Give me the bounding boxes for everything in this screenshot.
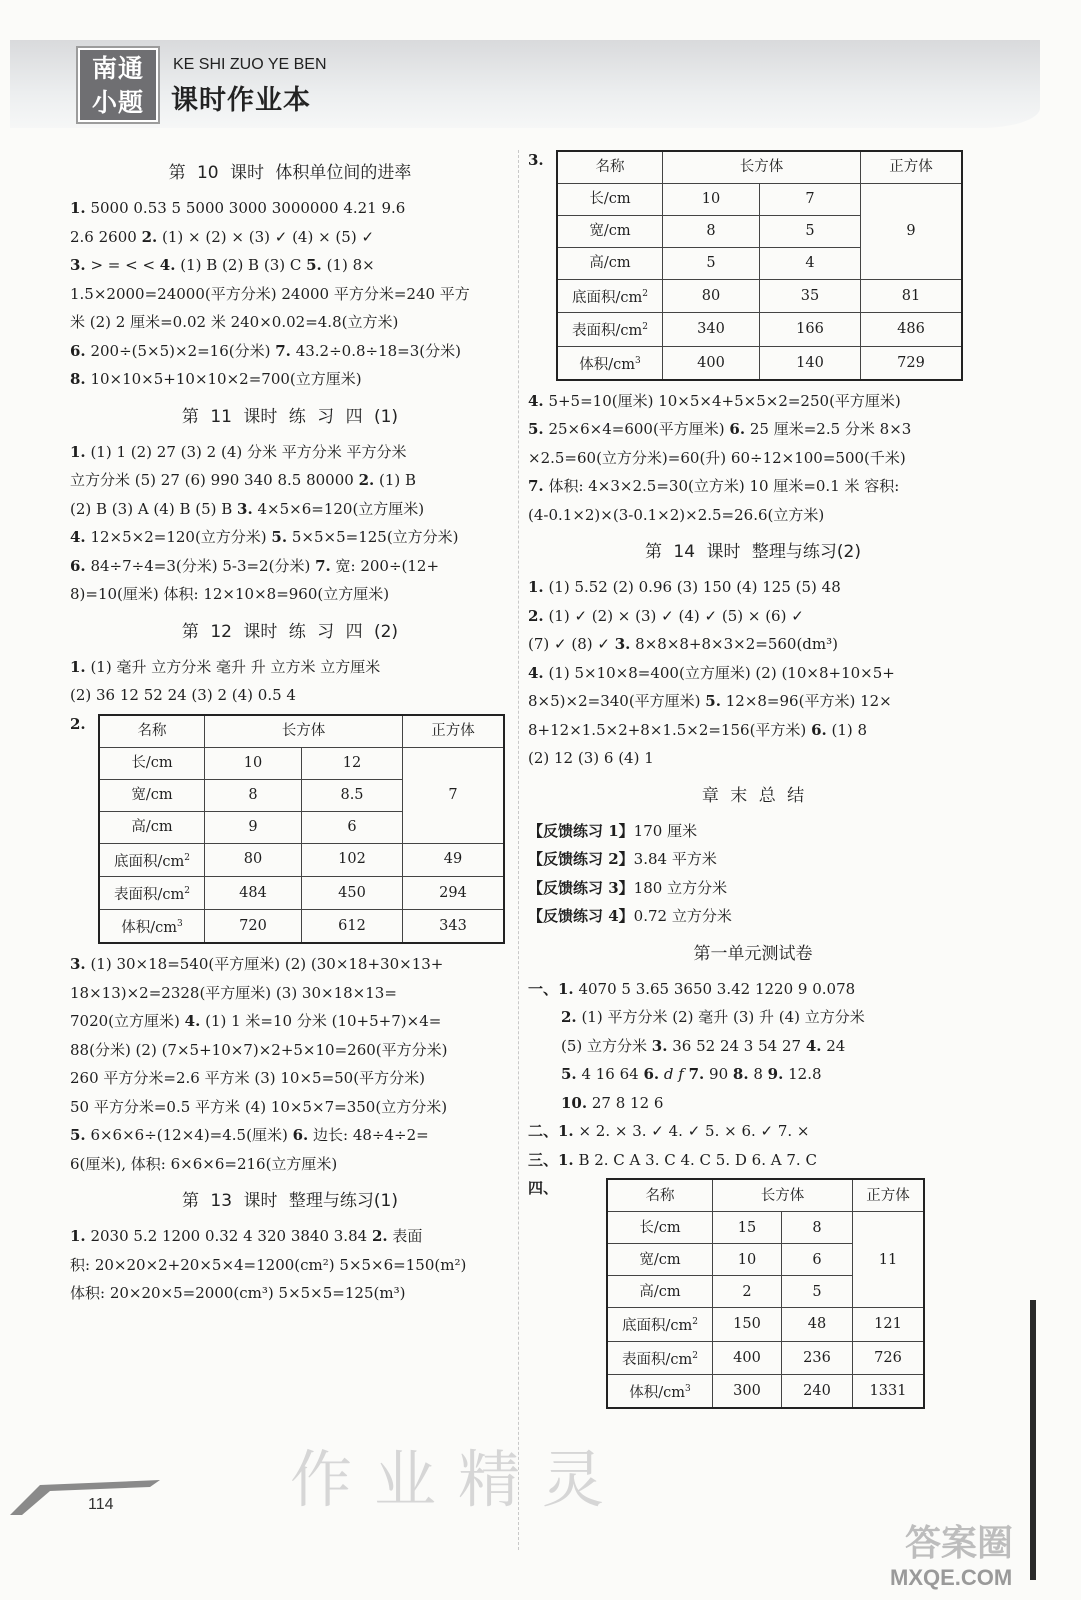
answer-line: 5. 25×6×4=600(平方厘米) 6. 25 厘米=2.5 分米 8×3	[528, 420, 912, 439]
table-row	[557, 280, 962, 313]
table-header: 正方体	[853, 1179, 925, 1212]
table-cell: 166	[760, 313, 861, 346]
table-cell: 体积$/cm^3$	[607, 1375, 713, 1409]
table-cell: 300	[713, 1375, 782, 1409]
column-divider	[518, 150, 519, 1550]
table-cell: 12	[302, 747, 403, 779]
page-corner-decoration	[10, 1475, 160, 1515]
section-title-unit-test: 第一单元测试卷	[693, 943, 813, 964]
table-row	[557, 184, 962, 216]
table-cell: 底面积$/cm^2$	[607, 1308, 713, 1341]
table-row	[99, 876, 504, 909]
table-row	[607, 1179, 924, 1212]
table-cell: 150	[713, 1308, 782, 1341]
answer-table-wrap	[70, 714, 510, 945]
answer-line: 8. 10×10×5+10×10×2=700(立方厘米)	[70, 370, 362, 388]
answer-line: 三、1. B 2. C A 3. C 4. C 5. D 6. A 7. C	[528, 1150, 817, 1169]
answer-line: 1. (1) 毫升 立方分米 毫升 升 立方米 立方厘米	[70, 657, 381, 676]
answer-line: 6. 200÷(5×5)×2=16(分米) 7. 43.2÷0.8÷18=3(分米)	[70, 341, 461, 360]
watermark-text: 作业精灵	[290, 1443, 627, 1516]
table-cell: 4	[760, 248, 861, 280]
table-cell: 102	[302, 843, 403, 876]
binding-edge	[1030, 1300, 1036, 1580]
table-cell: 宽/cm	[607, 1244, 713, 1276]
answer-line: 50 平方分米=0.5 平方米 (4) 10×5×7=350(立方分米)	[70, 1097, 448, 1116]
table-cell: 长/cm	[607, 1212, 713, 1244]
answer-line: 1. (1) 1 (2) 27 (3) 2 (4) 分米 平方分米 平方分米	[70, 442, 407, 461]
answer-line: 体积: 20×20×5=2000(cm³) 5×5×5=125(m³)	[70, 1284, 406, 1303]
table-header: 名称	[557, 151, 663, 184]
table-number: 2.	[70, 714, 86, 733]
table-cell: 15	[713, 1212, 782, 1244]
answer-line: 2. (1) ✓ (2) × (3) ✓ (4) ✓ (5) × (6) ✓	[528, 606, 804, 625]
table-cell: 10	[663, 184, 760, 216]
table-cell: 宽/cm	[99, 779, 205, 811]
answer-table-wrap	[528, 150, 978, 381]
table-cell: 高/cm	[557, 248, 663, 280]
answer-line: 1. 5000 0.53 5 5000 3000 3000000 4.21 9.6	[70, 199, 406, 217]
table-cell: 表面积$/cm^2$	[99, 876, 205, 909]
answer-line: (2) B (3) A (4) B (5) B 3. 4×5×6=120(立方厘米)	[70, 499, 425, 518]
table-cell: 48	[782, 1308, 853, 1341]
table-cell: 484	[205, 876, 302, 909]
table-cell: 8	[205, 779, 302, 811]
table-row	[557, 346, 962, 380]
table-cell: 400	[713, 1341, 782, 1374]
table-cell: 宽/cm	[557, 216, 663, 248]
logo-top-text: 南通	[91, 54, 144, 83]
table-cell: 5	[663, 248, 760, 280]
table-cell: 体积$/cm^3$	[557, 346, 663, 380]
section-title-14: 第 14 课时 整理与练习(2)	[645, 542, 861, 563]
answer-table-13-3	[556, 150, 963, 381]
table-row	[99, 715, 504, 748]
feedback-item: 【反馈练习 3】180 立方分米	[528, 878, 728, 897]
table-cell: 140	[760, 346, 861, 380]
table-header: 长方体	[205, 715, 403, 748]
answer-line: (2) 12 (3) 6 (4) 1	[528, 749, 654, 768]
answer-line: 10. 27 8 12 6	[561, 1093, 664, 1112]
series-logo	[78, 48, 158, 122]
answer-line: 8+12×1.5×2+8×1.5×2=156(平方米) 6. (1) 8	[528, 720, 868, 739]
page-header	[10, 40, 1040, 128]
table-cell: 49	[403, 843, 505, 876]
table-cell: 720	[205, 910, 302, 944]
feedback-item: 【反馈练习 4】0.72 立方分米	[528, 907, 732, 926]
table-cell: 726	[853, 1341, 925, 1374]
answer-line: 二、1. × 2. × 3. ✓ 4. ✓ 5. × 6. ✓ 7. ×	[528, 1122, 810, 1141]
answer-line: 18×13)×2=2328(平方厘米) (3) 30×18×13=	[70, 983, 397, 1002]
table-cell: 343	[403, 910, 505, 944]
table-cell: 表面积$/cm^2$	[607, 1341, 713, 1374]
table-cell: 340	[663, 313, 760, 346]
table-row	[99, 910, 504, 944]
table-cell: 长/cm	[557, 184, 663, 216]
table-cell: 高/cm	[607, 1276, 713, 1308]
answer-line: 3. > = < < 4. (1) B (2) B (3) C 5. (1) 8×	[70, 256, 375, 274]
answer-line: 米 (2) 2 厘米=0.02 米 240×0.02=4.8(立方米)	[70, 313, 399, 331]
answer-table-wrap	[528, 1178, 978, 1409]
table-cell: 6	[782, 1244, 853, 1276]
table-cell: 486	[861, 313, 963, 346]
page-number: 114	[88, 1496, 114, 1513]
table-cell: 高/cm	[99, 811, 205, 843]
table-row	[607, 1375, 924, 1409]
answer-line: 2. (1) 平方分米 (2) 毫升 (3) 升 (4) 立方分米	[561, 1008, 865, 1027]
answer-line: 4. 12×5×2=120(立方分米) 5. 5×5×5=125(立方分米)	[70, 528, 459, 546]
table-cell: 8	[782, 1212, 853, 1244]
table-cell: 体积$/cm^3$	[99, 910, 205, 944]
table-cell: 底面积$/cm^2$	[557, 280, 663, 313]
answer-line: (4-0.1×2)×(3-0.1×2)×2.5=26.6(立方米)	[528, 505, 825, 524]
table-cell: 236	[782, 1341, 853, 1374]
answer-line: 1. (1) 5.52 (2) 0.96 (3) 150 (4) 125 (5) 48	[528, 578, 841, 597]
table-row	[99, 747, 504, 779]
table-header: 名称	[99, 715, 205, 748]
answer-line: 5. 4 16 64 6. d f 7. 90 8. 8 9. 12.8	[561, 1065, 822, 1084]
answer-line: 5. 6×6×6÷(12×4)=4.5(厘米) 6. 边长: 48÷4÷2=	[70, 1126, 429, 1145]
table-cell: 5	[760, 216, 861, 248]
section-title-12: 第 12 课时 练 习 四 (2)	[181, 621, 399, 642]
table-header: 正方体	[861, 151, 963, 184]
answer-line: (5) 立方分米 3. 36 52 24 3 54 27 4. 24	[561, 1036, 846, 1055]
table-row	[607, 1308, 924, 1341]
table-cell: 121	[853, 1308, 925, 1341]
answer-line: 8)=10(厘米) 体积: 12×10×8=960(立方厘米)	[70, 585, 390, 603]
table-cell: 9	[205, 811, 302, 843]
answer-line: 6. 84÷7÷4=3(分米) 5-3=2(分米) 7. 宽: 200÷(12+	[70, 556, 440, 575]
section-title-11: 第 11 课时 练 习 四 (1)	[181, 406, 399, 427]
answer-line: 7020(立方厘米) 4. (1) 1 米=10 分米 (10+5+7)×4=	[70, 1012, 442, 1031]
table-cell: 7	[403, 747, 505, 843]
table-cell: 8.5	[302, 779, 403, 811]
table-header: 正方体	[403, 715, 505, 748]
table-cell: 11	[853, 1212, 925, 1308]
table-cell: 2	[713, 1276, 782, 1308]
table-cell: 35	[760, 280, 861, 313]
corner-logo-url: MXQE.COM	[890, 1565, 1013, 1590]
answer-line: 1.5×2000=24000(平方分米) 24000 平方分米=240 平方	[70, 284, 470, 303]
section-title-10: 第 10 课时 体积单位间的进率	[168, 163, 412, 183]
section-title-summary: 章 末 总 结	[701, 785, 805, 806]
table-cell: 80	[205, 843, 302, 876]
corner-logo-text: 答案圈	[905, 1523, 1014, 1564]
feedback-item: 【反馈练习 2】3.84 平方米	[528, 850, 717, 869]
table-cell: 底面积$/cm^2$	[99, 843, 205, 876]
table-row	[557, 151, 962, 184]
answer-line: 立方分米 (5) 27 (6) 990 340 8.5 80000 2. (1) B	[70, 471, 417, 489]
table-header: 长方体	[713, 1179, 853, 1212]
table-cell: 294	[403, 876, 505, 909]
answer-line: 2.6 2600 2. (1) × (2) × (3) ✓ (4) × (5) ✓	[70, 227, 375, 246]
table-cell: 612	[302, 910, 403, 944]
answer-line: 积: 20×20×2+20×5×4=1200(cm²) 5×5×6=150(m²)	[70, 1255, 467, 1274]
answer-table-test-4	[606, 1178, 925, 1409]
table-number: 3.	[528, 151, 544, 169]
table-cell: 240	[782, 1375, 853, 1409]
answer-line: 7. 体积: 4×3×2.5=30(立方米) 10 厘米=0.1 米 容积:	[528, 477, 900, 496]
answer-line: 260 平方分米=2.6 平方米 (3) 10×5=50(平方分米)	[70, 1069, 425, 1088]
series-title: 课时作业本	[171, 85, 311, 116]
answer-line: 一、1. 4070 5 3.65 3650 3.42 1220 9 0.078	[528, 979, 856, 998]
table-cell: 450	[302, 876, 403, 909]
table-row	[607, 1341, 924, 1374]
table-cell: 5	[782, 1276, 853, 1308]
answer-line: 4. 5+5=10(厘米) 10×5×4+5×5×2=250(平方厘米)	[528, 391, 901, 410]
logo-bottom-text: 小题	[91, 88, 144, 117]
answer-line: 8×5)×2=340(平方厘米) 5. 12×8=96(平方米) 12×	[528, 692, 892, 711]
table-cell: 729	[861, 346, 963, 380]
answer-line: 88(分米) (2) (7×5+10×7)×2+5×10=260(平方分米)	[70, 1040, 448, 1059]
table-cell: 1331	[853, 1375, 925, 1409]
table-row	[607, 1212, 924, 1244]
answer-line: ×2.5=60(立方分米)=60(升) 60÷12×100=500(千米)	[528, 448, 906, 467]
answer-table-12-2	[98, 714, 505, 945]
table-header: 长方体	[663, 151, 861, 184]
answer-line: 1. 2030 5.2 1200 0.32 4 320 3840 3.84 2. 表面	[70, 1227, 423, 1246]
answer-line: (7) ✓ (8) ✓ 3. 8×8×8+8×3×2=560(dm³)	[528, 635, 839, 654]
table-row	[99, 843, 504, 876]
section-title-13: 第 13 课时 整理与练习(1)	[182, 1191, 398, 1212]
table-cell: 10	[713, 1244, 782, 1276]
table-cell: 81	[861, 280, 963, 313]
table-cell: 80	[663, 280, 760, 313]
table-cell: 9	[861, 184, 963, 280]
table-cell: 400	[663, 346, 760, 380]
table-row	[557, 313, 962, 346]
answer-line: 4. (1) 5×10×8=400(立方厘米) (2) (10×8+10×5+	[528, 663, 895, 682]
answer-line: 6(厘米), 体积: 6×6×6=216(立方厘米)	[70, 1154, 338, 1173]
table-cell: 表面积$/cm^2$	[557, 313, 663, 346]
table-cell: 6	[302, 811, 403, 843]
table-number: 四、	[528, 1179, 559, 1198]
table-cell: 长/cm	[99, 747, 205, 779]
answer-line: (2) 36 12 52 24 (3) 2 (4) 0.5 4	[70, 686, 296, 704]
answer-line: 3. (1) 30×18=540(平方厘米) (2) (30×18+30×13+	[70, 955, 444, 974]
series-pinyin: KE SHI ZUO YE BEN	[173, 56, 327, 73]
table-header: 名称	[607, 1179, 713, 1212]
left-column	[70, 150, 510, 1308]
table-cell: 8	[663, 216, 760, 248]
table-cell: 7	[760, 184, 861, 216]
feedback-item: 【反馈练习 1】170 厘米	[528, 821, 698, 840]
table-cell: 10	[205, 747, 302, 779]
right-column	[528, 150, 978, 1415]
